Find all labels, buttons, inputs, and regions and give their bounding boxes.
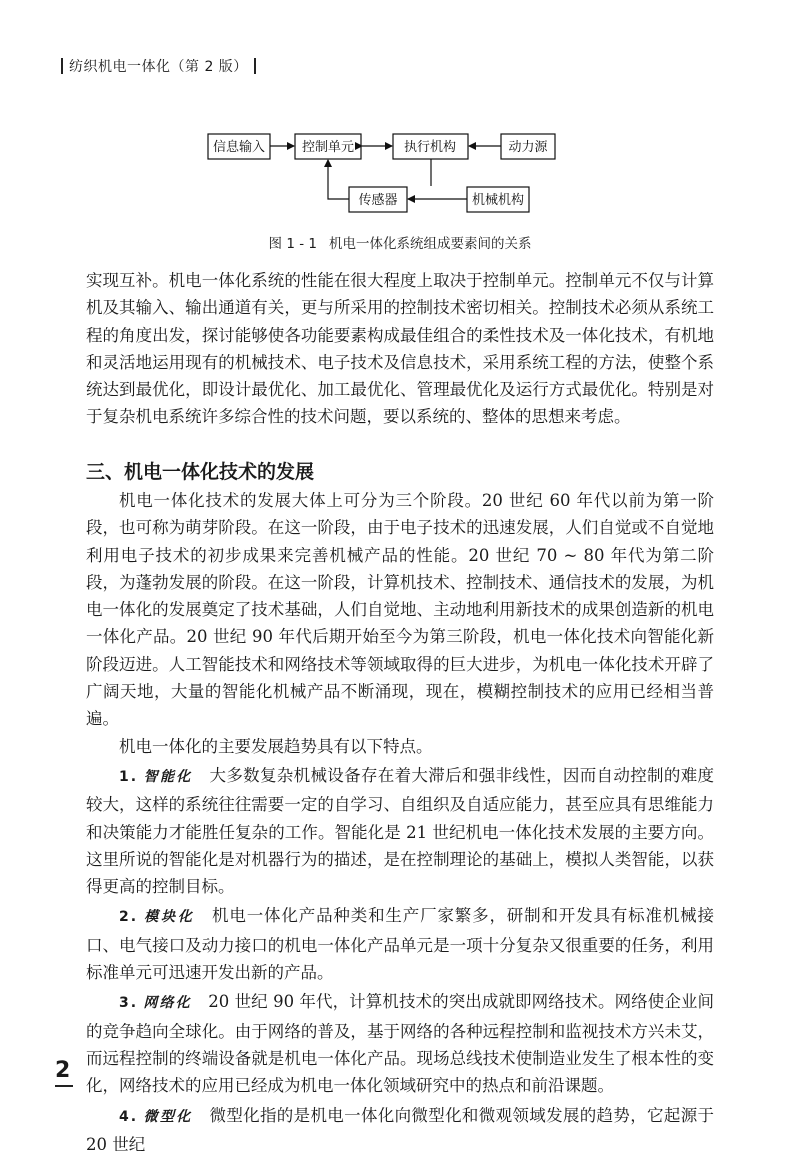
trend-item-3-number: 3. [119,995,139,1012]
section-paragraph-2: 机电一体化的主要发展趋势具有以下特点。 [119,736,433,756]
trend-item-4 [86,1102,714,1158]
box-mechanism-label: 机械机构 [471,193,525,208]
trend-item-4-number: 4. [119,1108,139,1125]
trend-item-4-text: 微型化指的是机电一体化向微型化和微观领域发展的趋势，它起源于 20 世纪 [86,1105,715,1154]
section-title: 三、机电一体化技术的发展 [86,461,315,483]
page-number: 2 [55,1058,71,1083]
trend-item-3-text: 20 世纪 90 年代，计算机技术的突出成就即网络技术。网络使企业间的竞争趋向全球化。由于网络的普及，基于网络的各种远程控制和监视技术方兴未艾，而远程控制的终端设备就是机电一体化产品。现场总线技术使制造业发生了根本性的变化，网络技术的应用已经成为机电一体化领域研究中的热点和前沿课题。 [86,992,715,1096]
trend-item-1 [86,762,714,900]
figure-number: 图 1 - 1 [268,236,317,252]
paragraph-text: 实现互补。机电一体化系统的性能在很大程度上取决于控制单元。控制单元不仅与计算机及其输入、输出通道有关，更与所采用的控制技术密切相关。控制技术必须从系统工程的角度出发，探讨能够使各功能要素构成最佳组合的柔性技术及一体化技术，有机地和灵活地运用现有的机械技术、电子技术及信息技术，采用系统工程的方法，使整个系统达到最优化，即设计最优化、加工最优化、管理最优化及运行方式最优化。特别是对于复杂机电系统许多综合性的技术问题，要以系统的、整体的思想来考虑。 [86,271,714,427]
trend-item-1-text: 大多数复杂机械设备存在着大滞后和强非线性，因而自动控制的难度较大，这样的系统往往需要一定的自学习、自组织及自适应能力，甚至应具有思维能力和决策能力才能胜任复杂的工作。智能化是 21 世纪机电一体化技术发展的主要方向。这里所说的智能化是对机器行为的描述，是在控制理论的基础上，模拟人类智能，以获得更高的控制目标。 [86,765,715,897]
figure-title: 机电一体化系统组成要素间的关系 [328,236,532,252]
box-sensor-label: 传感器 [358,193,398,208]
trend-item-2 [86,902,714,986]
trend-item-1-number: 1. [119,768,139,785]
trend-item-3 [86,988,714,1099]
trend-item-2-name: 模块化 [144,909,195,926]
trend-item-3-name: 网络化 [143,995,192,1012]
trend-item-4-name: 微型化 [143,1108,193,1125]
trend-item-2-text: 机电一体化产品种类和生产厂家繁多，研制和开发具有标准机械接口、电气接口及动力接口的机电一体化产品单元是一项十分复杂又很重要的任务，利用标准单元可迅速开发出新的产品。 [86,906,715,983]
box-input-label: 信息输入 [212,140,266,155]
box-power-label: 动力源 [508,140,548,155]
box-actuator-label: 执行机构 [403,140,457,155]
book-title: 纺织机电一体化（第 2 版） [69,59,248,75]
system-diagram [0,0,800,240]
trend-item-1-name: 智能化 [143,768,193,785]
page-number-underline [55,1085,73,1087]
arrow-sensor-control [328,160,349,199]
trend-item-2-number: 2. [119,909,139,926]
section-paragraph-1: 机电一体化技术的发展大体上可分为三个阶段。20 世纪 60 年代以前为第一阶段，也可称为萌芽阶段。在这一阶段，由于电子技术的迅速发展，人们自觉或不自觉地利用电子技术的初步成果来完善机械产品的性能。20 世纪 70 ~ 80 年代为第二阶段，为蓬勃发展的阶段。在这一阶段，计算机技术、控制技术、通信技术的发展，为机电一体化的发展奠定了技术基础，人们自觉地、主动地利用新技术的成果创造新的机电一体化产品。20 世纪 90 年代后期开始至今为第三阶段，机电一体化技术向智能化新阶段迈进。人工智能技术和网络技术等领域取得的巨大进步，为机电一体化技术开辟了广阔天地，大量的智能化机械产品不断涌现，现在，模糊控制技术的应用已经相当普遍。 [86,491,714,729]
figure-caption [0,232,800,252]
paragraph-continued [86,267,714,431]
box-control-label: 控制单元 [301,140,355,155]
section-body [86,487,714,1158]
